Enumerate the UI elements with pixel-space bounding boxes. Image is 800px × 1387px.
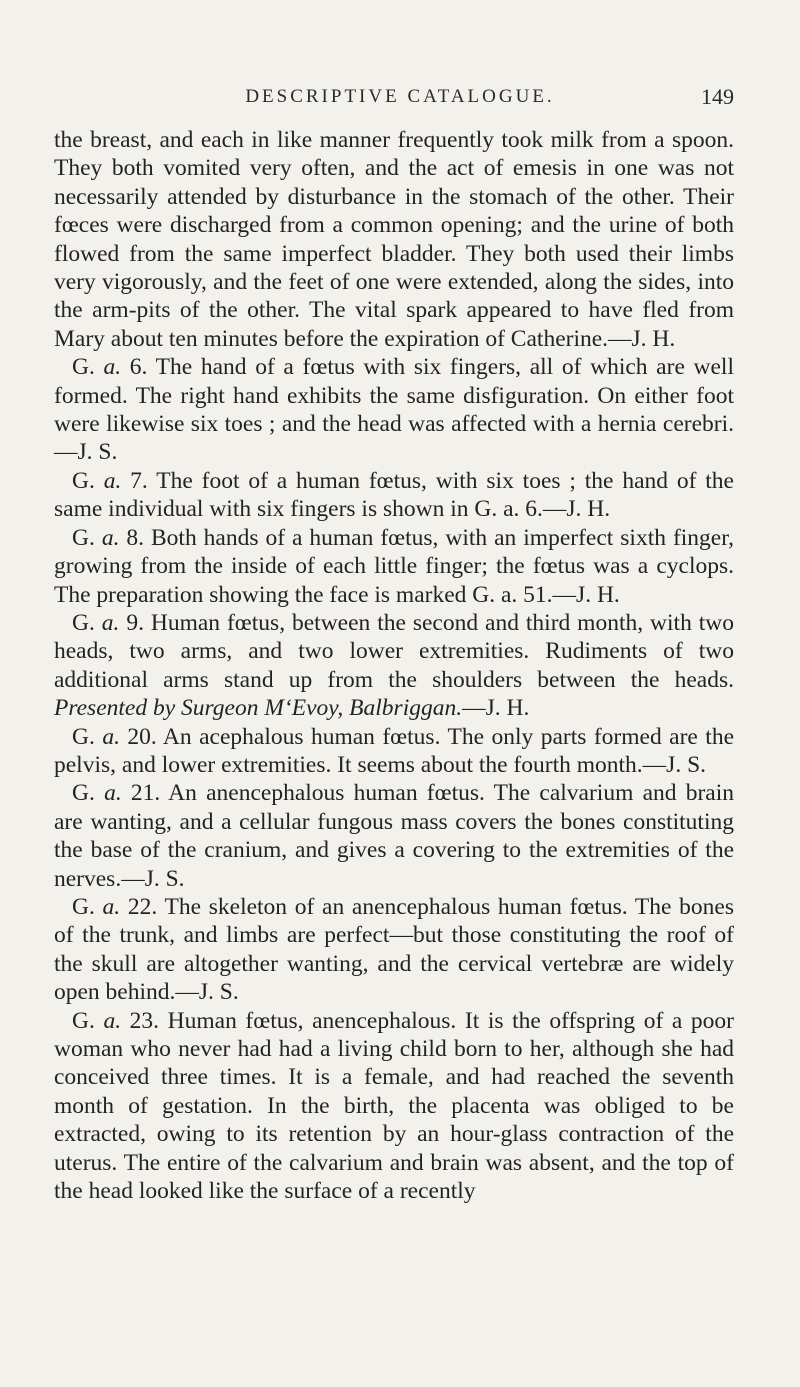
entry-ref-letter: a. [102, 723, 120, 750]
catalogue-entry-9 [54, 609, 734, 723]
entry-ref-prefix: G. [72, 780, 105, 807]
entry-ref-prefix: G. [72, 893, 103, 920]
entry-text: 7. The foot of a human fœtus, with six toes ; the hand of the same individual with six fingers is shown in G. a. 6.—J. H. [54, 467, 734, 523]
entry-ref-letter: a. [103, 467, 122, 494]
catalogue-entry-7 [54, 467, 734, 524]
entry-ref-letter: a. [103, 1007, 122, 1034]
entry-text: 8. Both hands of a human fœtus, with an imperfect sixth finger, growing from the inside of each little finger; the fœtus was a cyclops. The preparation showing the face is marked G. a. 51.—J. H. [54, 524, 734, 608]
entry-text: 21. An anencephalous human fœtus. The calvarium and brain are wanting, and a cellular fungous mass covers the bones constituting the base of the cranium, and gives a covering to the extremities of the nerves.—J. S. [54, 780, 734, 892]
entry-text: 22. The skeleton of an anencephalous human fœtus. The bones of the trunk, and limbs are perfect—but those constituting the roof of the skull are altogether wanting, and the cervical vertebræ are widely open behind.—J. S. [54, 893, 734, 1006]
entry-presentation-note: Presented by Surgeon M‘Evoy, Balbriggan. [54, 695, 463, 722]
entry-text: 6. The hand of a fœtus with six fingers, all of which are well formed. The right hand exhibits the same disfiguration. On either foot were likewise six toes ; and the head was affected with a hernia cerebri.—J. S. [54, 354, 734, 466]
catalogue-entry-6 [54, 353, 734, 467]
entry-ref-letter: a. [103, 354, 122, 381]
entry-ref-letter: a. [101, 524, 120, 551]
entry-ref-letter: a. [102, 893, 121, 920]
body-text [54, 126, 734, 1205]
catalogue-entry-23 [54, 1007, 734, 1206]
entry-ref-letter: a. [104, 780, 122, 807]
entry-ref-prefix: G. [72, 354, 104, 381]
catalogue-entry-8 [54, 524, 734, 609]
catalogue-entry-22 [54, 893, 734, 1007]
running-head: DESCRIPTIVE CATALOGUE. [245, 86, 555, 107]
entry-ref-prefix: G. [72, 609, 102, 636]
entry-ref-prefix: G. [72, 467, 104, 494]
page-number: 149 [701, 84, 734, 109]
paragraph-text: the breast, and each in like manner frequently took milk from a spoon. They both vomited very often, and the act of emesis in one was not necessarily attended by disturbance in the stomach of the other. Their fœces were discharged from a common opening; and the urine of both flowed from the same imperfect bladder. They both used their limbs very vigorously, and the feet of one were extended, along the sides, into the arm-pits of the other. The vital spark appeared to have fled from Mary about ten minutes before the expiration of Catherine.—J. H. [54, 127, 734, 352]
entry-ref-prefix: G. [72, 723, 103, 750]
entry-text-after: —J. H. [462, 695, 530, 722]
entry-ref-prefix: G. [72, 1007, 104, 1034]
entry-text: 9. Human fœtus, between the second and third month, with two heads, two arms, and two lower extremities. Rudiments of two additional arms stand up from the shoulders between the heads. [54, 609, 734, 693]
catalogue-entry-20 [54, 723, 734, 780]
catalogue-entry-21 [54, 779, 734, 893]
entry-text: 23. Human fœtus, anencephalous. It is the offspring of a poor woman who never had had a living child born to her, although she had conceived three times. It is a female, and had reached the seventh month of gestation. In the birth, the placenta was obliged to be extracted, owing to its retention by an hour-glass contraction of the uterus. The entire of the calvarium and brain was absent, and the top of the head looked like the surface of a recently [54, 1007, 734, 1205]
entry-ref-letter: a. [101, 609, 120, 636]
entry-ref-prefix: G. [72, 524, 102, 551]
paragraph-continuation [54, 126, 734, 353]
entry-text: 20. An acephalous human fœtus. The only parts formed are the pelvis, and lower extremities. It seems about the fourth month.—J. S. [54, 723, 734, 778]
